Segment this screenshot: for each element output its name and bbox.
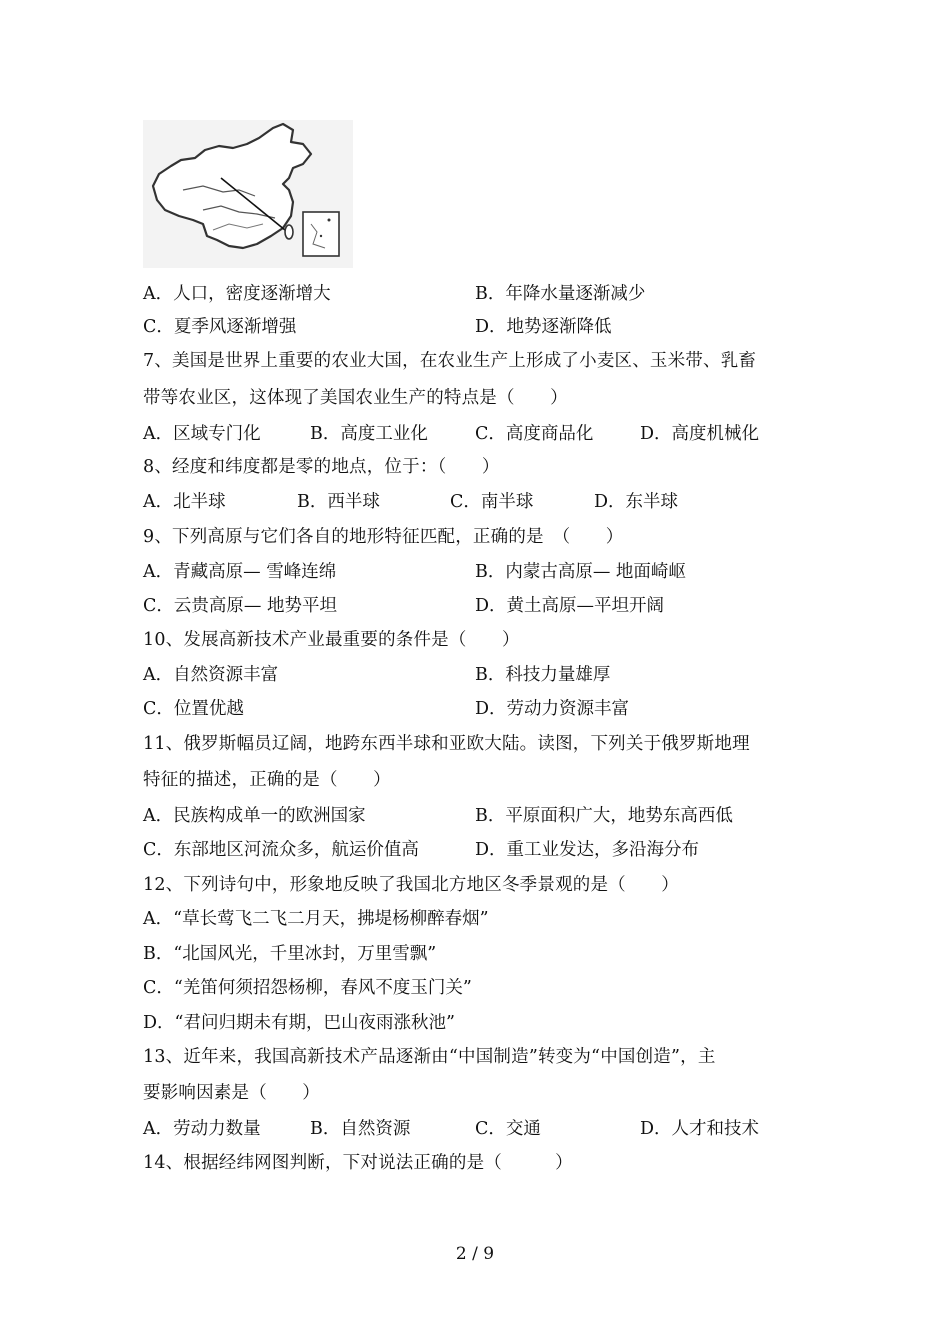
q6-option-c: C．夏季风逐渐增强 — [143, 317, 297, 337]
q13-option-d: D．人才和技术 — [640, 1119, 760, 1139]
q11-option-c: C．东部地区河流众多，航运价值高 — [143, 840, 419, 860]
q10-option-b: B．科技力量雄厚 — [475, 665, 611, 685]
q12-option-b: B．“北国风光，千里冰封，万里雪飘” — [143, 944, 437, 964]
q9-option-a: A．青藏高原— 雪峰连绵 — [143, 562, 337, 582]
q11-stem-line2: 特征的描述，正确的是（ ） — [143, 770, 391, 790]
q6-option-a: A．人口，密度逐渐增大 — [143, 284, 331, 304]
q14-stem: 14、根据经纬网图判断，下对说法正确的是（ ） — [143, 1153, 573, 1173]
q6-option-d: D．地势逐渐降低 — [475, 317, 612, 337]
q9-stem: 9、下列高原与它们各自的地形特征匹配，正确的是 （ ） — [143, 527, 624, 547]
q13-stem-line2: 要影响因素是（ ） — [143, 1083, 320, 1103]
q7-stem-line1: 7、美国是世界上重要的农业大国，在农业生产上形成了小麦区、玉米带、乳畜 — [143, 351, 757, 371]
q12-option-c: C．“羌笛何须招怨杨柳，春风不度玉门关” — [143, 978, 472, 998]
q13-option-c: C．交通 — [475, 1119, 541, 1139]
q8-option-c: C．南半球 — [450, 492, 534, 512]
q7-stem-line2: 带等农业区，这体现了美国农业生产的特点是（ ） — [143, 388, 568, 408]
q11-option-b: B．平原面积广大，地势东高西低 — [475, 806, 733, 826]
q10-option-c: C．位置优越 — [143, 699, 244, 719]
q12-option-a: A．“草长莺飞二飞二月天，拂堤杨柳醉春烟” — [143, 909, 489, 929]
q13-option-a: A．劳动力数量 — [143, 1119, 261, 1139]
q6-option-b: B．年降水量逐渐减少 — [475, 284, 646, 304]
q8-option-d: D．东半球 — [594, 492, 679, 512]
q11-option-a: A．民族构成单一的欧洲国家 — [143, 806, 366, 826]
q7-option-c: C．高度商品化 — [475, 424, 594, 444]
q9-option-b: B．内蒙古高原— 地面崎岖 — [475, 562, 686, 582]
q8-option-b: B．西半球 — [297, 492, 380, 512]
q11-stem-line1: 11、俄罗斯幅员辽阔，地跨东西半球和亚欧大陆。读图，下列关于俄罗斯地理 — [143, 734, 750, 754]
q7-option-d: D．高度机械化 — [640, 424, 760, 444]
q10-option-a: A．自然资源丰富 — [143, 665, 279, 685]
q12-stem: 12、下列诗句中，形象地反映了我国北方地区冬季景观的是（ ） — [143, 875, 679, 895]
q8-option-a: A．北半球 — [143, 492, 226, 512]
q8-stem: 8、经度和纬度都是零的地点，位于：（ ） — [143, 457, 500, 477]
q13-stem-line1: 13、近年来，我国高新技术产品逐渐由“中国制造”转变为“中国创造”，主 — [143, 1047, 716, 1067]
q10-option-d: D．劳动力资源丰富 — [475, 699, 630, 719]
q12-option-d: D．“君问归期未有期，巴山夜雨涨秋池” — [143, 1013, 455, 1033]
q9-option-c: C．云贵高原— 地势平坦 — [143, 596, 337, 616]
q13-option-b: B．自然资源 — [310, 1119, 411, 1139]
q10-stem: 10、发展高新技术产业最重要的条件是（ ） — [143, 630, 520, 650]
q7-option-b: B．高度工业化 — [310, 424, 428, 444]
q9-option-d: D．黄土高原—平坦开阔 — [475, 596, 665, 616]
page-number: 2 / 9 — [455, 1244, 495, 1264]
q11-option-d: D．重工业发达，多沿海分布 — [475, 840, 700, 860]
china-map-figure — [143, 120, 353, 268]
q7-option-a: A．区域专门化 — [143, 424, 261, 444]
